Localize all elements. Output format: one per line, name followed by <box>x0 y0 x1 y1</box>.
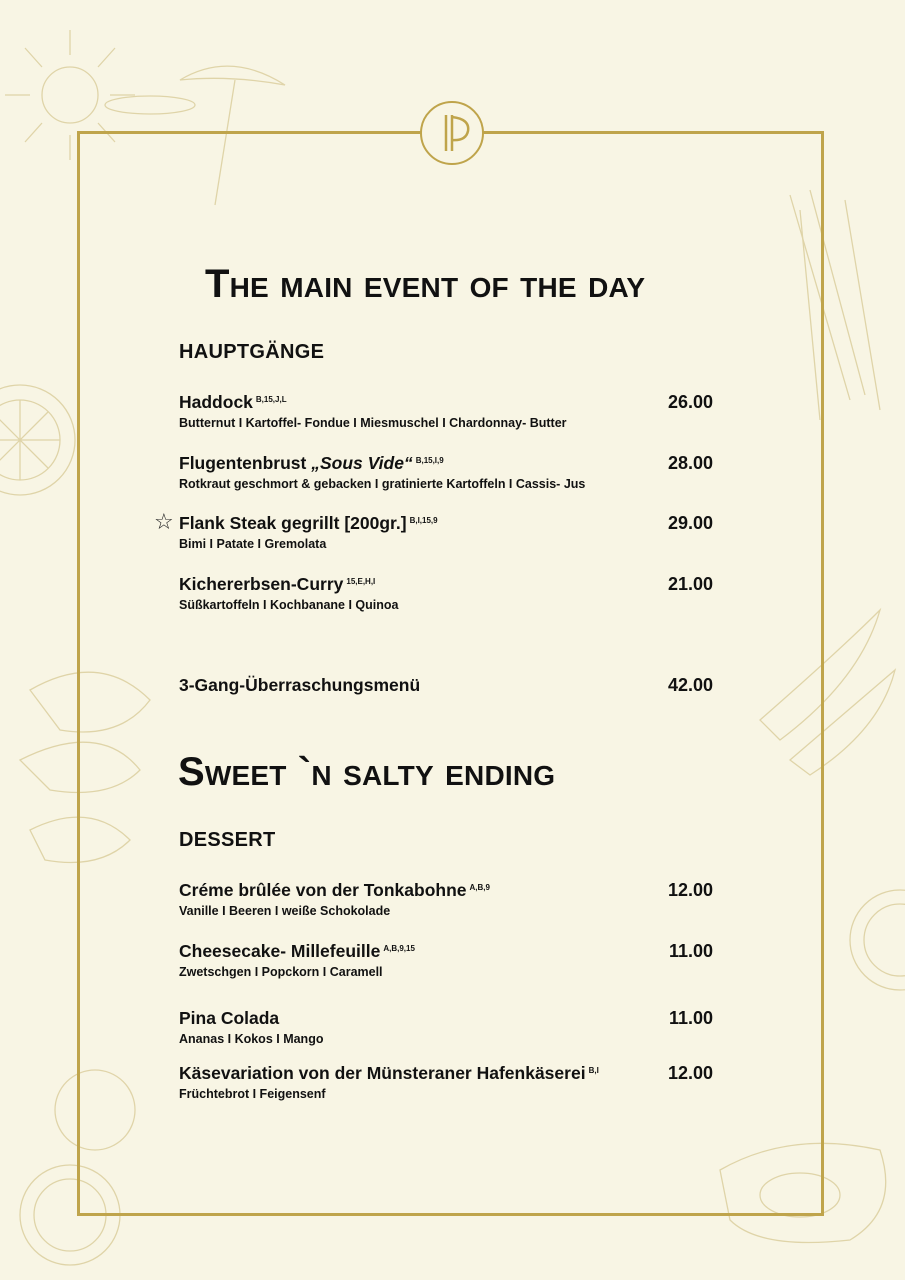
menu-item-haddock <box>179 392 713 430</box>
monogram-logo-icon <box>420 101 484 165</box>
item-name: Pina Colada <box>179 1008 280 1028</box>
sweet-salty-heading: Sweet `n salty ending <box>178 750 556 794</box>
item-name: Haddock $^{B,15,J,L}$ <box>179 392 287 412</box>
star-outline-icon: ☆ <box>154 509 174 534</box>
item-price: 42.00 <box>667 675 713 695</box>
menu-item-kichererbsen-curry <box>179 574 713 612</box>
menu-item-surprise-menu <box>179 675 713 696</box>
section-main-course: HAUPTGÄNGE <box>179 341 325 363</box>
item-price: 28.00 <box>667 453 713 473</box>
item-description: Vanille I Beeren I weiße Schokolade <box>179 904 391 918</box>
item-price: 21.00 <box>667 574 713 594</box>
item-description: Rotkraut geschmort & gebacken I gratinierte Kartoffeln I Cassis- Jus <box>179 477 586 491</box>
item-name: Cheesecake- Millefeuille $^{A,B,9,15}$ <box>179 941 415 961</box>
main-event-heading: The main event of the day <box>205 262 646 306</box>
item-description: Bimi I Patate I Gremolata <box>179 537 327 551</box>
menu-item-pina-colada <box>179 1008 713 1046</box>
item-price: 11.00 <box>668 1008 713 1028</box>
item-name: Kichererbsen-Curry $^{15,E,H,I}$ <box>179 574 376 594</box>
item-price: 29.00 <box>667 513 713 533</box>
menu-item-cheesecake <box>179 941 713 979</box>
item-description: Ananas I Kokos I Mango <box>179 1032 324 1046</box>
menu-item-kaesevariation <box>179 1063 713 1101</box>
item-name: 3-Gang-Überraschungsmenü <box>179 675 421 695</box>
item-price: 12.00 <box>667 1063 713 1083</box>
item-description: Zwetschgen I Popckorn I Caramell <box>179 965 383 979</box>
item-name: Créme brûlée von der Tonkabohne $^{A,B,9}$ <box>179 880 490 900</box>
item-price: 26.00 <box>667 392 713 412</box>
section-dessert: DESSERT <box>179 829 276 851</box>
item-description: Butternut I Kartoffel- Fondue I Miesmuschel I Chardonnay- Butter <box>179 416 567 430</box>
menu-item-flugentenbrust <box>179 453 713 491</box>
item-name: Flank Steak gegrillt [200gr.] $^{B,I,15,9}$ <box>179 513 438 533</box>
item-price: 12.00 <box>667 880 713 900</box>
menu-item-creme-brulee <box>179 880 713 918</box>
item-description: Früchtebrot I Feigensenf <box>179 1087 326 1101</box>
menu-item-flank-steak <box>179 513 713 551</box>
item-description: Süßkartoffeln I Kochbanane I Quinoa <box>179 598 399 612</box>
item-name: Käsevariation von der Münsteraner Hafenkäserei $^{B,I}$ <box>179 1063 599 1083</box>
item-name: Flugentenbrust „Sous Vide“ $^{B,15,I,9}$ <box>179 453 444 473</box>
item-price: 11.00 <box>668 941 713 961</box>
